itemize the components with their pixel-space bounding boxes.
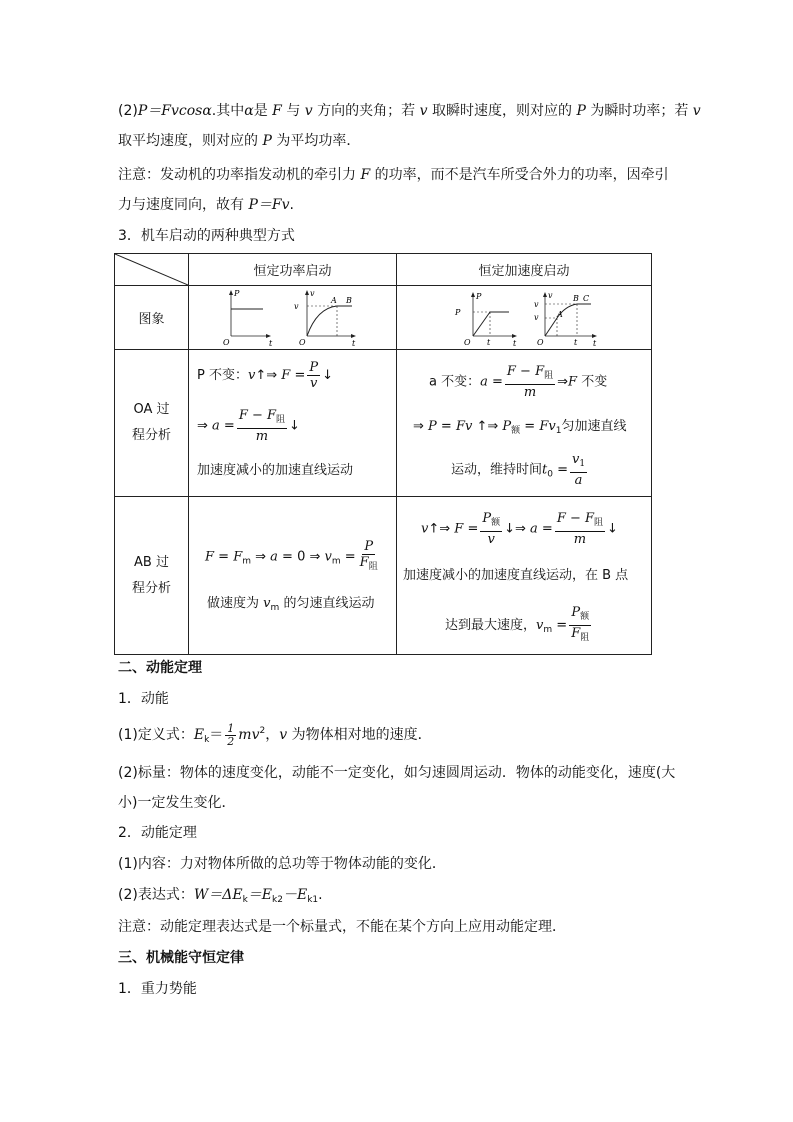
row-label-ab-line-2: 程分析 (131, 580, 171, 596)
text: 的匀速直线运动 (283, 596, 375, 611)
diagonal-line (115, 254, 188, 285)
symbol: 2 (259, 726, 266, 736)
row-label-oa-line-2: 程分析 (131, 428, 171, 443)
ab-power-eq: $F = F_m$ ⇒ a = 0 ⇒ $v_m$ = $\frac{P}{F_阻}$ (205, 539, 378, 572)
sec2-sub-1: 1．动能 (118, 691, 169, 707)
text: 为物体相对地的速度． (287, 727, 432, 743)
graph-label: v (534, 300, 539, 309)
symbol: v (692, 103, 701, 119)
graph-label: O (464, 338, 471, 347)
graph-label: A (331, 296, 337, 305)
row-label-ab-line-1: AB 过 (134, 554, 169, 570)
graph-label: O (223, 338, 230, 347)
text: .其中 (211, 103, 245, 119)
scalar-line-2: 小)一定发生变化． (118, 795, 236, 811)
graph-label: t (269, 339, 273, 348)
text: ＝ (209, 727, 224, 743)
symbol: k1 (307, 895, 319, 905)
symbol: F (272, 103, 282, 119)
graph-label: P (476, 292, 482, 301)
text: (1)定义式： (118, 727, 194, 743)
graph-label: v (310, 289, 315, 298)
formula: P＝Fvcosα (137, 103, 212, 119)
theorem-content: (1)内容：力对物体所做的总功等于物体动能的变化． (118, 856, 446, 872)
text: ， (265, 727, 280, 743)
symbol: mv (238, 727, 260, 743)
text: . (318, 887, 323, 903)
section-2-title: 二、动能定理 (118, 660, 202, 676)
graph-label: P (234, 289, 240, 298)
formula: W＝ΔE (193, 887, 243, 903)
row-label-graph: 图象 (115, 286, 189, 350)
text: 为瞬时功率；若 (585, 103, 693, 119)
text: . (289, 197, 294, 213)
symbol: k2 (272, 895, 283, 905)
text: 注意：发动机的功率指发动机的牵引力 (118, 167, 361, 183)
symbol: F (360, 167, 371, 183)
oa-acc-eq-1: a 不变：a = $\frac{F - F_阻}{m}$ ⇒F 不变 (429, 364, 608, 400)
symbol: v (304, 103, 313, 119)
text: 取瞬时速度，则对应的 (427, 103, 577, 119)
kinetic-energy-definition (118, 720, 678, 751)
ab-acc-eq: v↑⇒ F = $\frac{P_额}{v}$ ↓⇒ a = $\frac{F - F_阻}{m}$ ↓ (421, 511, 618, 547)
graph-label: P (455, 308, 461, 317)
text: 的功率，而不是汽车所受合外力的功率，因牵引 (370, 167, 669, 183)
text: 取平均速度，则对应的 (118, 133, 263, 149)
power-definition-line-1 (118, 100, 701, 122)
graph-label: B (346, 296, 352, 305)
section-3-heading: 三、机械能守恒定律 (118, 950, 244, 966)
text: (2) (118, 103, 138, 119)
ab-acc-desc-2: 达到最大速度，$v_m$ = $\frac{P_额}{F_阻}$ (445, 605, 590, 643)
symbol: P (576, 103, 586, 119)
graph-label: B (573, 294, 579, 303)
theorem-note: 注意：动能定理表达式是一个标量式，不能在某个方向上应用动能定理． (118, 919, 566, 935)
text: 力与速度同向，故有 (118, 197, 249, 213)
symbol: v (419, 103, 428, 119)
row-label-ab (115, 497, 189, 655)
text: 运动，维持时间 (451, 462, 543, 478)
power-definition-line-2 (118, 130, 678, 152)
text: a 不变： (429, 374, 481, 390)
symbol: v (279, 727, 288, 743)
symbol: α (244, 103, 254, 119)
text: 是 (253, 103, 273, 119)
oa-power-desc: 加速度减小的加速直线运动 (197, 463, 354, 478)
row-label-oa-line-1: OA 过 (133, 402, 170, 417)
text: (2)表达式： (118, 887, 194, 903)
scalar-line-1: (2)标量：物体的速度变化，动能不一定变化，如匀速圆周运动．物体的动能变化，速度(大 (118, 765, 676, 781)
sec3-sub-1: 1．重力势能 (118, 981, 197, 997)
header-constant-acceleration: 恒定加速度启动 (397, 254, 652, 286)
formula: ＝E (247, 887, 273, 903)
oa-acc-eq-2: ⇒ P = Fv ↑⇒ $P_额 = Fv_1$匀加速直线 (413, 419, 627, 436)
text: 为平均功率． (271, 133, 361, 149)
ab-acc-desc-1: 加速度减小的加速度直线运动，在 B 点 (403, 568, 629, 583)
ab-power-desc: 做速度为 $v_m$ 的匀速直线运动 (207, 596, 375, 613)
text: 匀加速直线 (561, 419, 627, 434)
graph-label: C (583, 294, 590, 303)
symbol: E (193, 727, 205, 743)
symbol: P (262, 133, 272, 149)
symbol: k (204, 735, 210, 745)
oa-constant-power-cell (189, 350, 397, 497)
text: 达到最大速度， (445, 618, 537, 633)
constant-acceleration-graphs (397, 286, 651, 349)
text: 做速度为 (207, 596, 260, 611)
header-corner-cell (115, 254, 189, 286)
graph-cell-constant-power (189, 286, 397, 350)
graph-label: t (574, 338, 578, 347)
section-3-title: 3．机车启动的两种典型方式 (118, 228, 295, 244)
fraction-numerator: 1 (227, 721, 235, 735)
locomotive-start-table (114, 253, 652, 655)
ab-constant-acc-cell (397, 497, 652, 655)
fraction-denominator: 2 (227, 734, 235, 748)
oa-power-eq-1: P 不变：v↑⇒ F = $\frac{P}{v}$ ↓ (197, 360, 333, 391)
ab-constant-power-cell (189, 497, 397, 655)
oa-power-eq-2: ⇒ a = $\frac{F - F_阻}{m}$ ↓ (197, 408, 300, 444)
formula: P＝Fv (248, 197, 290, 213)
graph-label: v (534, 313, 539, 322)
graph-cell-constant-acceleration (397, 286, 652, 350)
text: 与 (281, 103, 305, 119)
oa-acc-desc: 运动，维持时间$t_0$ = $\frac{v_1}{a}$ (451, 452, 586, 488)
note-line-2 (118, 194, 678, 216)
graph-label: O (537, 338, 544, 347)
graph-label: t (487, 338, 491, 347)
header-constant-power: 恒定功率启动 (189, 254, 397, 286)
row-label-oa (115, 350, 189, 497)
symbol: k (242, 895, 248, 905)
text: P 不变： (197, 368, 248, 383)
graph-label: O (299, 338, 306, 347)
graph-label: t (513, 339, 517, 348)
graph-label: A (557, 310, 563, 319)
constant-power-graphs (189, 286, 396, 349)
graph-label: t (352, 339, 356, 348)
graph-label: v (548, 291, 553, 300)
graph-label: v (294, 302, 299, 311)
sec2-sub-2: 2．动能定理 (118, 825, 197, 841)
formula: －E (282, 887, 308, 903)
note-line-1 (118, 164, 678, 186)
graph-label: t (593, 339, 597, 348)
text: 方向的夹角；若 (312, 103, 420, 119)
theorem-expression (118, 884, 678, 911)
oa-constant-acc-cell (397, 350, 652, 497)
